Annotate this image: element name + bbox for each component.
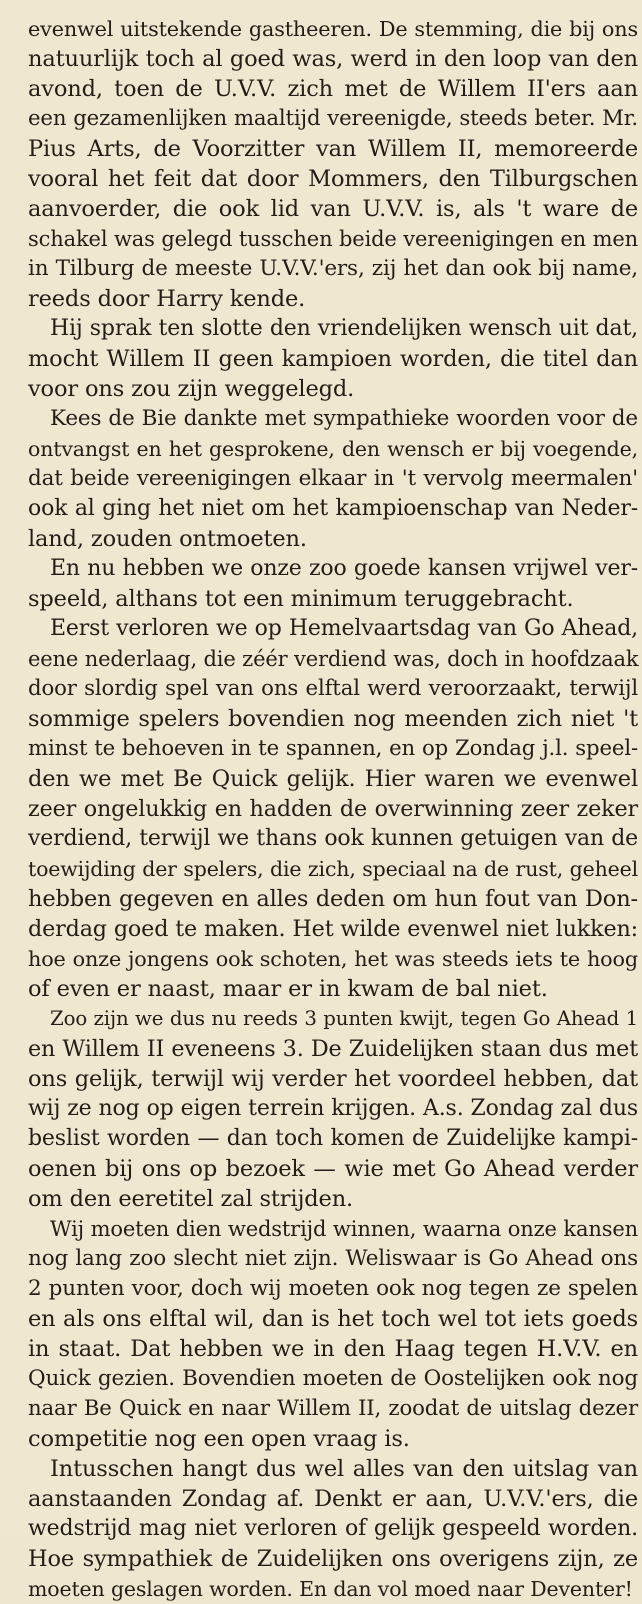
- text-line: hoe onze jongens ook schoten, het was steeds iets te hoog: [28, 947, 638, 971]
- text-line: mocht Willem II geen kampioen worden, die titel dan: [28, 346, 638, 372]
- text-line: 2 punten voor, doch wij moeten ook nog tegen ze spelen: [28, 1276, 638, 1301]
- text-line: sommige spelers bovendien nog meenden zich niet 't: [28, 706, 638, 732]
- text-line: oenen bij ons op bezoek — wie met Go Ahead verder: [28, 1156, 638, 1182]
- text-line: evenwel uitstekende gastheeren. De stemming, die bij ons: [28, 17, 638, 41]
- text-line: Pius Arts, de Voorzitter van Willem II, memoreerde: [28, 136, 638, 162]
- text-line: schakel was gelegd tusschen beide vereenigingen en men: [28, 227, 638, 251]
- text-line: land, zouden ontmoeten.: [28, 526, 307, 552]
- text-line: Hij sprak ten slotte den vriendelijken wensch uit dat,: [50, 316, 638, 341]
- text-line: of even er naast, maar er in kwam de bal niet.: [28, 976, 548, 1002]
- text-line: avond, toen de U.V.V. zich met de Willem II'ers aan: [28, 76, 638, 102]
- text-line: minst te behoeven in te spannen, en op Zondag j.l. speel-: [28, 736, 638, 761]
- text-line: Intusschen hangt dus wel alles van den uitslag van: [50, 1456, 638, 1482]
- paragraph: [28, 1004, 638, 1214]
- text-line: En nu hebben we onze zoo goede kansen vrijwel ver-: [50, 556, 638, 581]
- text-line: Zoo zijn we dus nu reeds 3 punten kwijt, tegen Go Ahead 1: [50, 1007, 638, 1030]
- text-line: Eerst verloren we op Hemelvaartsdag van Go Ahead,: [50, 616, 638, 641]
- article-body: [28, 14, 638, 1604]
- paragraph: [28, 404, 638, 554]
- text-line: aanstaanden Zondag af. Denkt er aan, U.V.V.'ers, die: [28, 1486, 638, 1512]
- text-line: in staat. Dat hebben we in den Haag tegen H.V.V. en: [28, 1336, 638, 1362]
- text-line: competitie nog een open vraag is.: [28, 1426, 410, 1452]
- text-line: reeds door Harry kende.: [28, 286, 306, 312]
- text-line: beslist worden — dan toch komen de Zuidelijke kampi-: [28, 1126, 638, 1151]
- text-line: ook al ging het niet om het kampioenschap van Neder-: [28, 496, 638, 521]
- text-line: speeld, althans tot een minimum teruggebracht.: [28, 586, 574, 612]
- text-line: wedstrijd mag niet verloren of gelijk gespeeld worden.: [28, 1516, 638, 1541]
- text-line: voor ons zou zijn weggelegd.: [28, 376, 355, 402]
- text-line: vooral het feit dat door Mommers, den Tilburgschen: [28, 166, 638, 192]
- text-line: wij ze nog op eigen terrein krijgen. A.s. Zondag zal dus: [28, 1096, 638, 1121]
- text-line: en Willem II eveneens 3. De Zuidelijken staan dus met: [28, 1036, 638, 1062]
- text-line: Quick gezien. Bovendien moeten de Oostelijken ook nog: [28, 1366, 638, 1391]
- text-line: aanvoerder, die ook lid van U.V.V. is, als 't ware de: [28, 196, 638, 222]
- text-line: zeer ongelukkig en hadden de overwinning zeer zeker: [28, 796, 638, 822]
- text-line: eene nederlaag, die zéér verdiend was, doch in hoofdzaak: [28, 647, 639, 671]
- text-line: door slordig spel van ons elftal werd veroorzaakt, terwijl: [28, 676, 638, 701]
- text-line: om den eeretitel zal strijden.: [28, 1186, 354, 1212]
- text-line: ontvangst en het gesprokene, den wensch er bij voegende,: [28, 437, 638, 461]
- text-line: dat beide vereenigingen elkaar in 't vervolg meermalen': [28, 466, 638, 491]
- text-line: verdiend, terwijl we thans ook kunnen getuigen van de: [28, 826, 638, 851]
- text-line: toewijding der spelers, die zich, speciaal na de rust, geheel: [28, 857, 638, 881]
- text-line: natuurlijk toch al goed was, werd in den loop van den: [28, 46, 638, 72]
- paragraph: [28, 554, 638, 614]
- text-line: nog lang zoo slecht niet zijn. Weliswaar is Go Ahead ons: [28, 1246, 638, 1271]
- paragraph: [28, 1454, 638, 1604]
- paragraph: [28, 1214, 638, 1454]
- text-line: Wij moeten dien wedstrijd winnen, waarna onze kansen: [50, 1217, 638, 1241]
- paragraph: [28, 14, 638, 314]
- paragraph: [28, 314, 638, 404]
- text-line: hebben gegeven en alles deden om hun fout van Don-: [28, 886, 638, 912]
- text-line: den we met Be Quick gelijk. Hier waren we evenwel: [28, 766, 638, 792]
- paragraph: [28, 614, 638, 1004]
- text-line: Kees de Bie dankte met sympathieke woorden voor de: [50, 406, 638, 431]
- text-line: derdag goed te maken. Het wilde evenwel niet lukken:: [28, 916, 638, 942]
- text-line: moeten geslagen worden. En dan vol moed naar Deventer!: [28, 1577, 633, 1601]
- text-line: in Tilburg de meeste U.V.V.'ers, zij het dan ook bij name,: [28, 256, 638, 281]
- text-line: ons gelijk, terwijl wij verder het voordeel hebben, dat: [28, 1066, 638, 1092]
- text-line: en als ons elftal wil, dan is het toch wel tot iets goeds: [28, 1306, 638, 1332]
- text-line: naar Be Quick en naar Willem II, zoodat de uitslag dezer: [28, 1396, 638, 1421]
- text-line: Hoe sympathiek de Zuidelijken ons overigens zijn, ze: [28, 1546, 638, 1572]
- text-line: een gezamenlijken maaltijd vereenigde, steeds beter. Mr.: [28, 106, 638, 131]
